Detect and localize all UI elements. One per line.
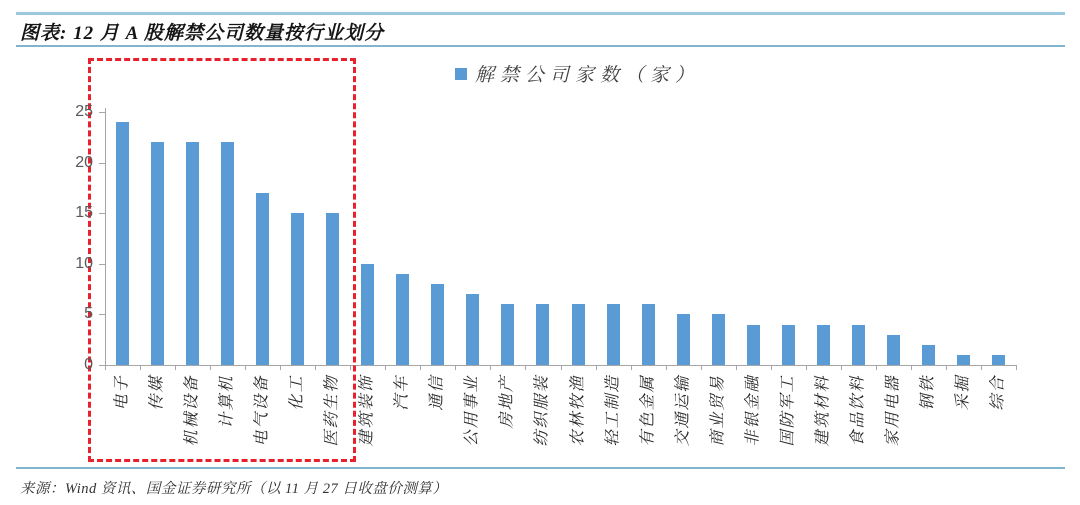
x-axis-tick [420,365,421,370]
top-rule [16,12,1065,15]
category-label: 建筑材料 [814,374,832,447]
category-label: 钢铁 [919,374,937,411]
category-label: 房地产 [498,374,516,429]
bar [817,325,830,365]
x-axis-tick [490,365,491,370]
bar [992,355,1005,365]
category-label: 传媒 [148,374,166,411]
category-label: 有色金属 [639,374,657,447]
category-label: 建筑装饰 [358,374,376,447]
bar [326,213,339,365]
x-axis-tick [525,365,526,370]
y-axis-tick [99,163,105,164]
x-axis-tick [911,365,912,370]
category-label: 通信 [428,374,446,411]
bar [607,304,620,365]
category-label: 公用事业 [463,374,481,447]
legend [455,60,700,87]
legend-marker-icon [455,68,467,80]
bar [747,325,760,365]
x-axis-tick [105,365,106,370]
bar [221,142,234,365]
bar [501,304,514,365]
category-label: 家用电器 [884,374,902,447]
y-axis-tick-label: 20 [75,153,93,171]
category-label: 交通运输 [674,374,692,447]
x-axis-tick [841,365,842,370]
x-axis-tick [946,365,947,370]
category-label: 医药生物 [323,374,341,447]
bar [186,142,199,365]
bar [642,304,655,365]
y-axis-tick-label: 15 [75,204,93,222]
x-axis-tick [981,365,982,370]
bar [396,274,409,365]
bar [677,314,690,365]
x-axis-tick [315,365,316,370]
y-axis-tick [99,112,105,113]
x-axis-tick [175,365,176,370]
bar [151,142,164,365]
y-axis-tick-label: 10 [75,254,93,272]
x-axis-tick [631,365,632,370]
bar [536,304,549,365]
category-label: 计算机 [218,374,236,429]
category-label: 电子 [113,374,131,411]
category-label: 农林牧渔 [569,374,587,447]
x-axis-tick [561,365,562,370]
category-label: 采掘 [954,374,972,411]
title-underline-rule [16,45,1065,47]
y-axis-tick [99,314,105,315]
x-axis-tick [701,365,702,370]
x-axis-tick [666,365,667,370]
category-label: 电气设备 [253,374,271,447]
x-axis-tick [140,365,141,370]
x-axis-tick [736,365,737,370]
figure-title: 图表: 12 月 A 股解禁公司数量按行业划分 [20,23,384,44]
bar [887,335,900,365]
x-axis-tick [806,365,807,370]
legend-label: 解禁公司家数（家） [475,65,701,86]
bar [782,325,795,365]
category-label: 汽车 [393,374,411,411]
y-axis-tick-label: 5 [84,305,93,323]
y-axis-tick [99,264,105,265]
x-axis-tick [210,365,211,370]
bar [852,325,865,365]
category-label: 食品饮料 [849,374,867,447]
x-axis-tick [876,365,877,370]
x-axis-tick [771,365,772,370]
x-axis-tick [1016,365,1017,370]
bar [466,294,479,365]
bar [957,355,970,365]
category-label: 综合 [989,374,1007,411]
category-label: 商业贸易 [709,374,727,447]
bar [572,304,585,365]
y-axis-tick-label: 25 [75,103,93,120]
bar [712,314,725,365]
category-label: 纺织服装 [533,374,551,447]
category-label: 机械设备 [183,374,201,447]
bar [361,264,374,365]
category-label: 轻工制造 [604,374,622,447]
y-axis-tick-label: 0 [84,356,93,373]
bar [431,284,444,365]
x-axis-tick [350,365,351,370]
category-label: 化工 [288,374,306,411]
x-axis-tick [385,365,386,370]
x-axis-tick [245,365,246,370]
source-note: 来源：Wind 资讯、国金证券研究所（以 11 月 27 日收盘价测算） [20,481,448,497]
bar [291,213,304,365]
category-label: 非银金融 [744,374,762,447]
bar [922,345,935,365]
x-axis-tick [455,365,456,370]
x-axis-tick [596,365,597,370]
category-label: 国防军工 [779,374,797,447]
bar [116,122,129,365]
x-axis-tick [280,365,281,370]
bottom-rule [16,467,1065,469]
y-axis-tick [99,213,105,214]
bar [256,193,269,365]
